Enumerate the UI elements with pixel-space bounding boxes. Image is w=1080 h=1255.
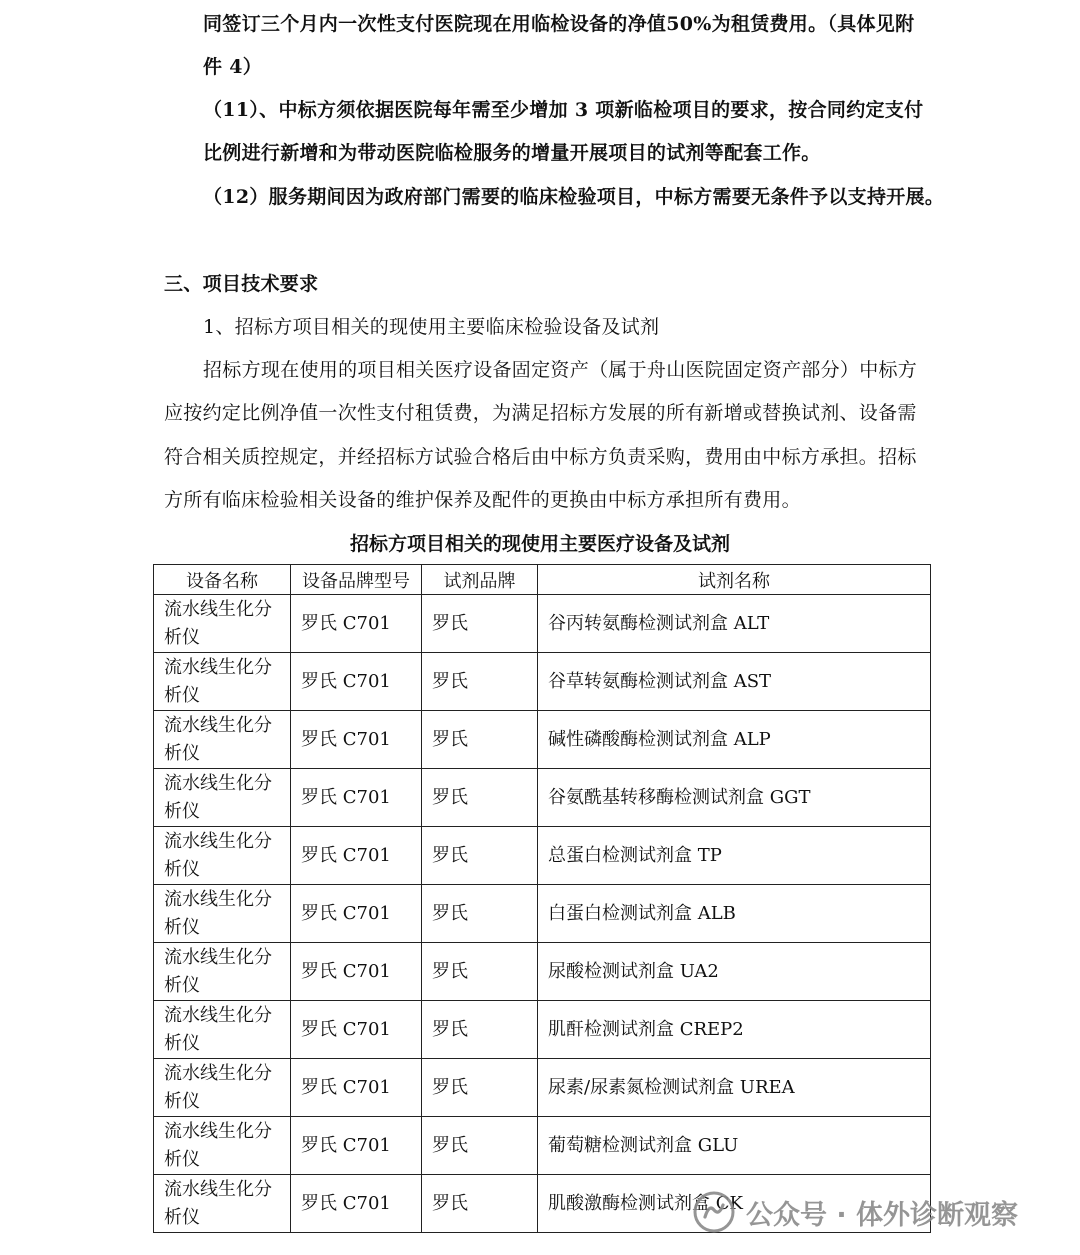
- cell-device-name: 流水线生化分析仪: [154, 769, 291, 827]
- cell-device-model: 罗氏 C701: [291, 827, 422, 885]
- cell-reagent-brand: 罗氏: [422, 885, 538, 943]
- section-body-line-4: 方所有临床检验相关设备的维护保养及配件的更换由中标方承担所有费用。: [164, 489, 801, 511]
- cell-device-name: 流水线生化分析仪: [154, 1117, 291, 1175]
- section-body-line-2: 应按约定比例净值一次性支付租赁费，为满足招标方发展的所有新增或替换试剂、设备需: [164, 402, 917, 424]
- cell-reagent-brand: 罗氏: [422, 769, 538, 827]
- table-row: [154, 885, 931, 943]
- cell-device-model: 罗氏 C701: [291, 595, 422, 653]
- cell-device-name: 流水线生化分析仪: [154, 885, 291, 943]
- cell-device-name: 流水线生化分析仪: [154, 595, 291, 653]
- cell-reagent-name: 碱性磷酸酶检测试剂盒 ALP: [538, 711, 931, 769]
- section-body-line-1: 招标方现在使用的项目相关医疗设备固定资产（属于舟山医院固定资产部分）中标方: [203, 359, 918, 381]
- cell-reagent-brand: 罗氏: [422, 1117, 538, 1175]
- cell-device-model: 罗氏 C701: [291, 1059, 422, 1117]
- cell-device-name: 流水线生化分析仪: [154, 711, 291, 769]
- cell-reagent-brand: 罗氏: [422, 827, 538, 885]
- table-row: [154, 1117, 931, 1175]
- item-11-line-1: （11）、中标方须依据医院每年需至少增加 3 项新临检项目的要求，按合同约定支付: [203, 99, 924, 121]
- table-body: [154, 595, 931, 1233]
- table-row: [154, 595, 931, 653]
- watermark-text: 公众号 · 体外诊断观察: [746, 1199, 1019, 1231]
- header-reagent-brand: 试剂品牌: [422, 565, 538, 595]
- section-heading: 三、项目技术要求: [164, 273, 319, 295]
- cell-reagent-name: 谷草转氨酶检测试剂盒 AST: [538, 653, 931, 711]
- cell-device-name: 流水线生化分析仪: [154, 653, 291, 711]
- paragraph-payment-line-1: 同签订三个月内一次性支付医院现在用临检设备的净值50%为租赁费用。（具体见附: [203, 13, 915, 35]
- table-title: 招标方项目相关的现使用主要医疗设备及试剂: [349, 533, 730, 555]
- table-row: [154, 711, 931, 769]
- section-body-line-3: 符合相关质控规定，并经招标方试验合格后由中标方负责采购，费用由中标方承担。招标: [164, 446, 917, 468]
- cell-reagent-brand: 罗氏: [422, 943, 538, 1001]
- cell-reagent-brand: 罗氏: [422, 653, 538, 711]
- cell-reagent-name: 谷丙转氨酶检测试剂盒 ALT: [538, 595, 931, 653]
- cell-reagent-brand: 罗氏: [422, 1001, 538, 1059]
- wechat-official-account-icon: [692, 1190, 736, 1234]
- item-11-line-2: 比例进行新增和为带动医院临检服务的增量开展项目的试剂等配套工作。: [203, 142, 821, 164]
- header-device-model: 设备品牌型号: [291, 565, 422, 595]
- header-device-name: 设备名称: [154, 565, 291, 595]
- cell-reagent-name: 肌酸激酶检测试剂盒 CK: [538, 1175, 931, 1233]
- equipment-table: [153, 564, 931, 1233]
- cell-reagent-name: 白蛋白检测试剂盒 ALB: [538, 885, 931, 943]
- paragraph-payment-line-2: 件 4）: [203, 56, 263, 78]
- cell-device-name: 流水线生化分析仪: [154, 1059, 291, 1117]
- table-row: [154, 943, 931, 1001]
- cell-device-model: 罗氏 C701: [291, 1001, 422, 1059]
- cell-reagent-brand: 罗氏: [422, 1175, 538, 1233]
- cell-reagent-name: 谷氨酰基转移酶检测试剂盒 GGT: [538, 769, 931, 827]
- cell-device-name: 流水线生化分析仪: [154, 943, 291, 1001]
- cell-device-model: 罗氏 C701: [291, 1175, 422, 1233]
- cell-reagent-name: 总蛋白检测试剂盒 TP: [538, 827, 931, 885]
- cell-device-name: 流水线生化分析仪: [154, 1175, 291, 1233]
- watermark: [692, 1190, 1018, 1234]
- cell-device-model: 罗氏 C701: [291, 653, 422, 711]
- table-row: [154, 1059, 931, 1117]
- table-header-row: [154, 565, 931, 595]
- cell-reagent-name: 肌酐检测试剂盒 CREP2: [538, 1001, 931, 1059]
- cell-device-model: 罗氏 C701: [291, 711, 422, 769]
- cell-device-name: 流水线生化分析仪: [154, 827, 291, 885]
- cell-device-model: 罗氏 C701: [291, 885, 422, 943]
- cell-reagent-brand: 罗氏: [422, 595, 538, 653]
- item-12: （12）服务期间因为政府部门需要的临床检验项目，中标方需要无条件予以支持开展。: [203, 186, 945, 208]
- table-row: [154, 769, 931, 827]
- cell-device-name: 流水线生化分析仪: [154, 1001, 291, 1059]
- section-subheading: 1、招标方项目相关的现使用主要临床检验设备及试剂: [203, 316, 660, 338]
- cell-device-model: 罗氏 C701: [291, 769, 422, 827]
- header-reagent-name: 试剂名称: [538, 565, 931, 595]
- cell-reagent-name: 尿酸检测试剂盒 UA2: [538, 943, 931, 1001]
- cell-reagent-name: 尿素/尿素氮检测试剂盒 UREA: [538, 1059, 931, 1117]
- cell-device-model: 罗氏 C701: [291, 943, 422, 1001]
- cell-device-model: 罗氏 C701: [291, 1117, 422, 1175]
- cell-reagent-brand: 罗氏: [422, 711, 538, 769]
- cell-reagent-brand: 罗氏: [422, 1059, 538, 1117]
- cell-reagent-name: 葡萄糖检测试剂盒 GLU: [538, 1117, 931, 1175]
- table-row: [154, 1001, 931, 1059]
- table-row: [154, 653, 931, 711]
- table-row: [154, 827, 931, 885]
